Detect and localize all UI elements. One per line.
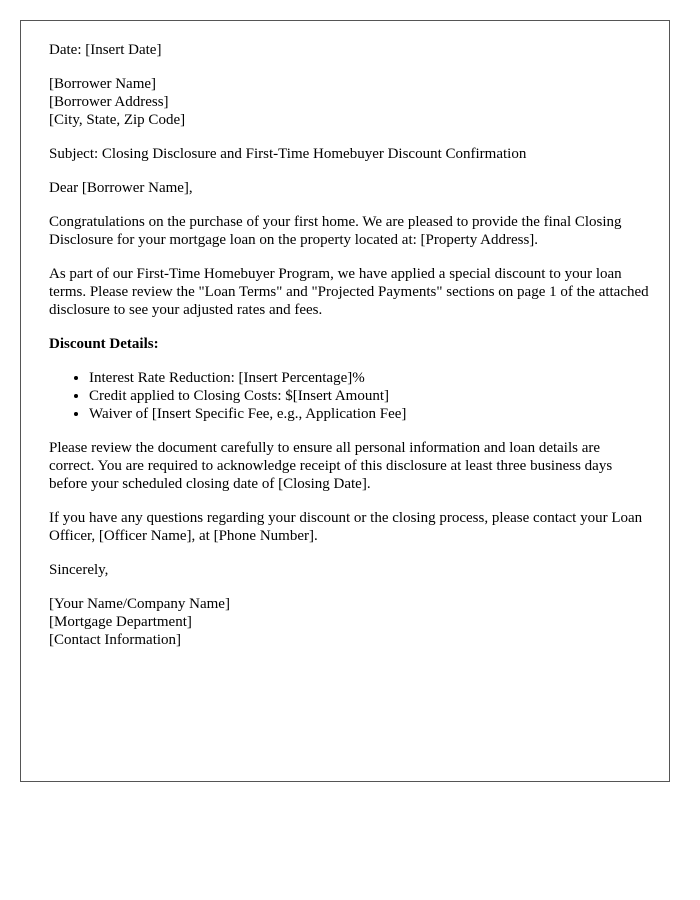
list-item: • Waiver of [Insert Specific Fee, e.g., Application Fee]: [89, 405, 649, 423]
recipient-line: [City, State, Zip Code]: [49, 112, 186, 128]
signature-line: [Your Name/Company Name]: [49, 596, 230, 612]
closing: Sincerely,: [49, 562, 109, 578]
recipient-line: [Borrower Address]: [49, 94, 169, 110]
subject: Subject: Closing Disclosure and First-Time Homebuyer Discount Confirmation: [49, 146, 527, 162]
discount-heading: [49, 335, 649, 353]
paragraph: If you have any questions regarding your discount or the closing process, please contact your Loan Officer, [Officer Name], at [Phone Number].: [49, 510, 643, 544]
list-item: • Credit applied to Closing Costs: $[Insert Amount]: [89, 387, 649, 405]
signature-line: [Mortgage Department]: [49, 614, 192, 630]
discount-heading-text: Discount Details:: [49, 336, 159, 352]
paragraph: Please review the document carefully to ensure all personal information and loan details are correct. You are required to acknowledge receipt of this disclosure at least three business days before your scheduled closing date of [Closing Date].: [49, 440, 613, 492]
letter: [20, 20, 670, 782]
recipient-line: [Borrower Name]: [49, 76, 157, 92]
paragraph: Congratulations on the purchase of your first home. We are pleased to provide the final Closing Disclosure for your mortgage loan on the property located at: [Property Address].: [49, 214, 622, 248]
signature-line: [Contact Information]: [49, 632, 182, 648]
list-item: • Interest Rate Reduction: [Insert Percentage]%: [89, 369, 649, 387]
paragraph: As part of our First-Time Homebuyer Program, we have applied a special discount to your loan terms. Please review the "Loan Terms" and "Projected Payments" sections on page 1 of the attached disclosure to see your adjusted rates and fees.: [49, 266, 649, 318]
discount-list: [49, 369, 649, 423]
date: Date: [Insert Date]: [49, 42, 162, 58]
recipient-address: [49, 75, 649, 129]
greeting: Dear [Borrower Name],: [49, 180, 193, 196]
signature-block: [49, 595, 649, 649]
